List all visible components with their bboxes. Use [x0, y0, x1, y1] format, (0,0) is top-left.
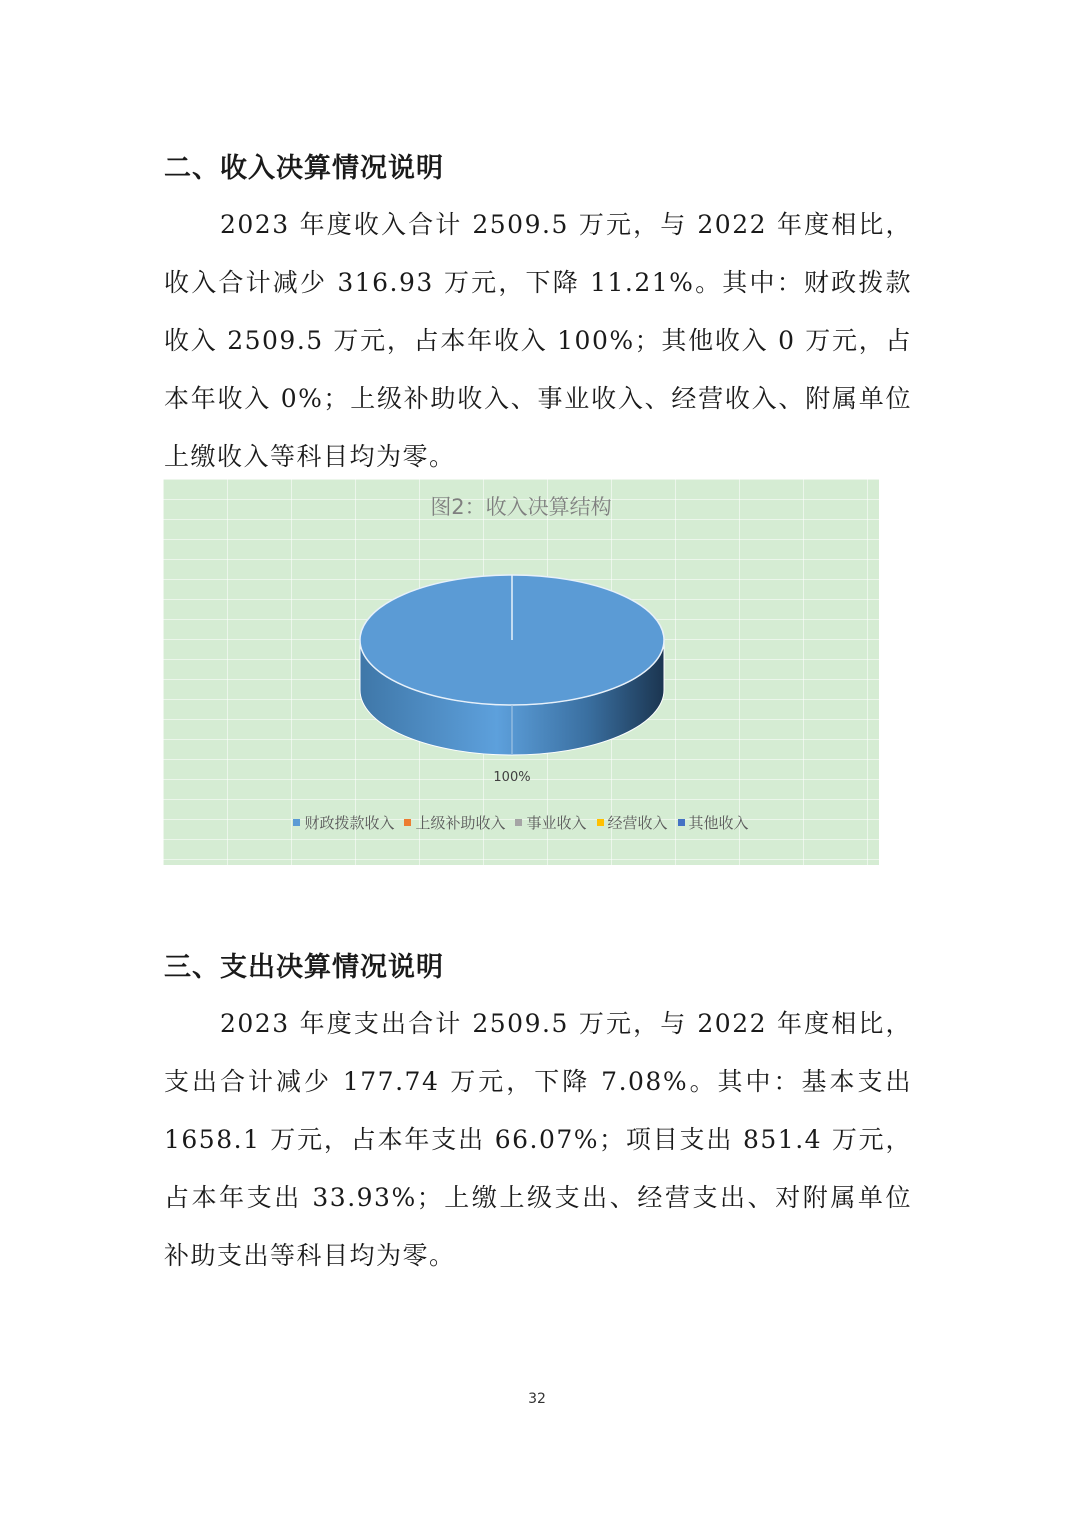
legend-item: [293, 812, 394, 833]
pie-chart-svg: [163, 479, 879, 865]
section3-heading: 三、支出决算情况说明: [164, 952, 444, 983]
legend-label: 事业收入: [526, 814, 587, 832]
legend-swatch: [293, 819, 300, 826]
section3-paragraph: 2023 年度支出合计 2509.5 万元，与 2022 年度相比，支出合计减少 177.74 万元，下降 7.08%。其中：基本支出 1658.1 万元，占本年支出 66.07%；项目支出 851.4 万元，占本年支出 33.93%；上缴上级支出、经营支出、对附属单位补助支出等科目均为零。: [164, 1009, 912, 1270]
section2-paragraph: 2023 年度收入合计 2509.5 万元，与 2022 年度相比，收入合计减少 316.93 万元，下降 11.21%。其中：财政拨款收入 2509.5 万元，占本年收入 100%；其他收入 0 万元，占本年收入 0%；上级补助收入、事业收入、经营收入、附属单位上缴收入等科目均为零。: [164, 210, 912, 471]
legend-item: [597, 812, 668, 833]
legend-swatch: [597, 819, 604, 826]
legend-swatch: [404, 819, 411, 826]
legend-item: [404, 812, 505, 833]
legend-label: 经营收入: [607, 814, 668, 832]
chart-legend: [163, 812, 879, 833]
legend-swatch: [515, 819, 522, 826]
legend-label: 上级补助收入: [415, 814, 506, 832]
legend-label: 财政拨款收入: [304, 814, 395, 832]
section2-heading: 二、收入决算情况说明: [164, 153, 444, 184]
pie-data-label: 100%: [493, 770, 531, 785]
legend-item: [515, 812, 586, 833]
income-structure-chart: [163, 479, 879, 865]
legend-swatch: [678, 819, 685, 826]
legend-item: [678, 812, 749, 833]
chart-title: 图2：收入决算结构: [430, 495, 612, 519]
legend-label: 其他收入: [688, 814, 749, 832]
page-number: 32: [528, 1391, 546, 1407]
